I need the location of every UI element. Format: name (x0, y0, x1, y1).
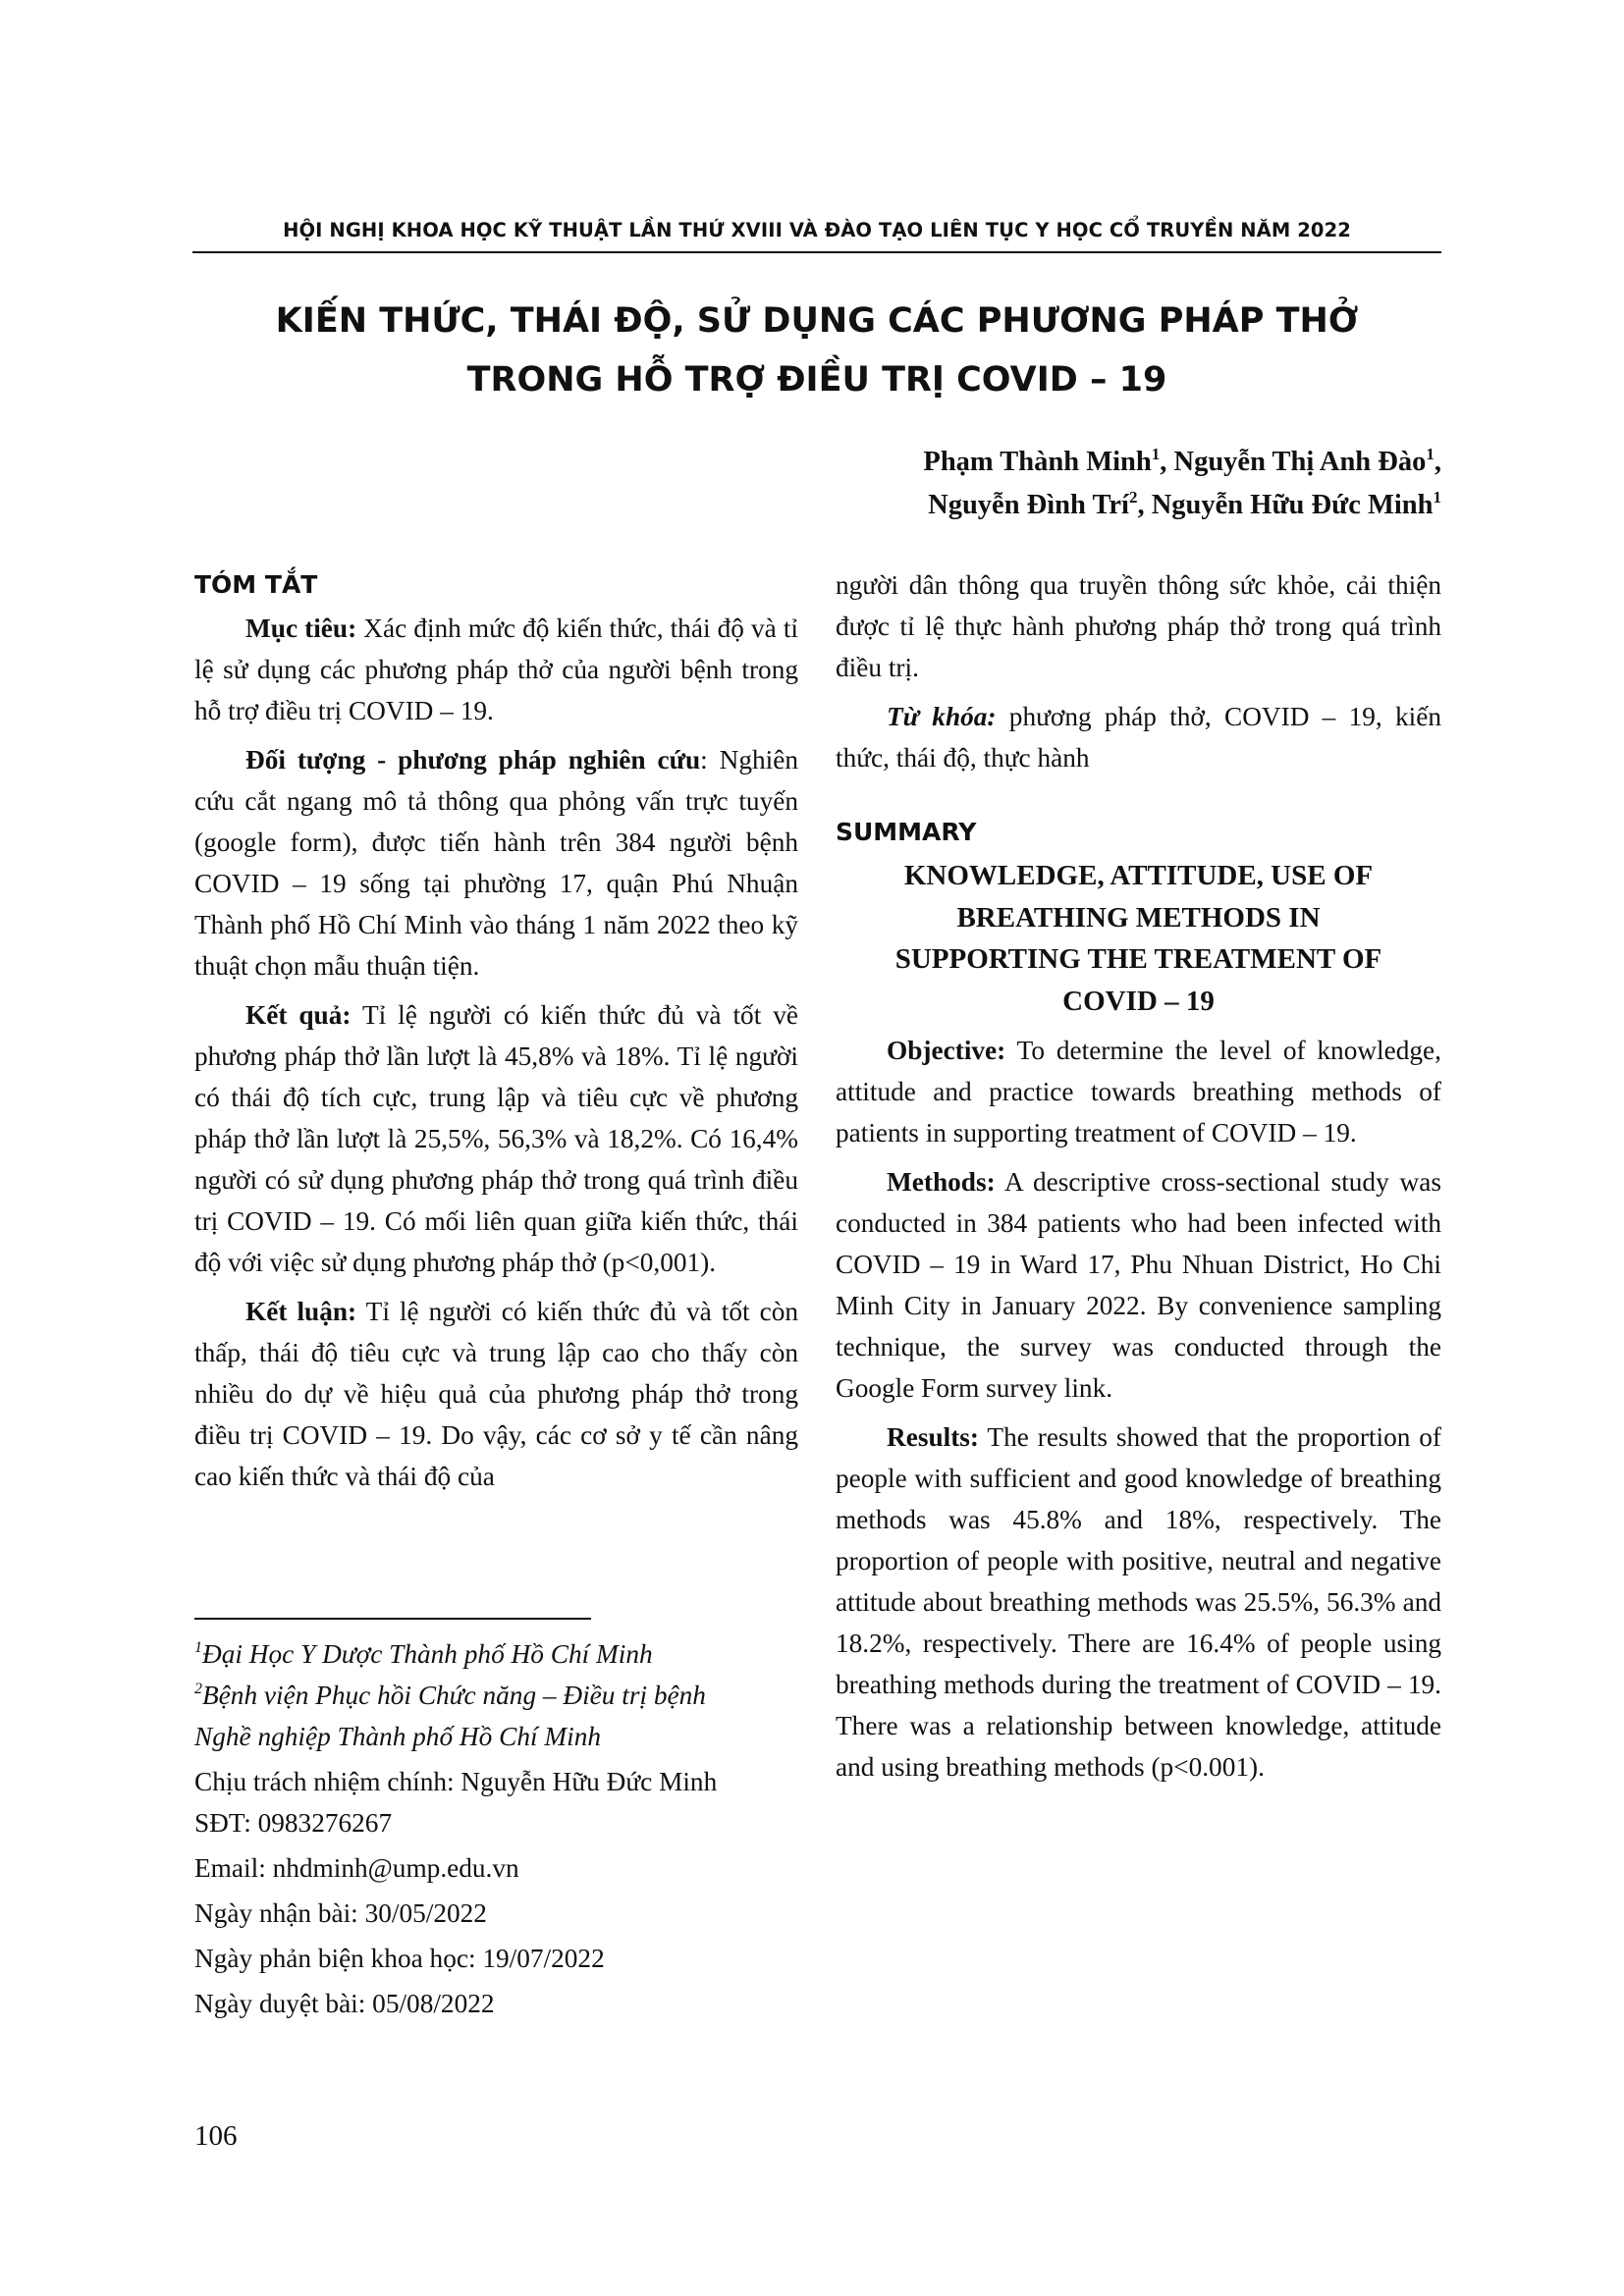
methods-label: Đối tượng - phương pháp nghiên cứu (245, 745, 701, 774)
date-received: Ngày nhận bài: 30/05/2022 (194, 1898, 487, 1928)
affiliation-mark: 1 (194, 1639, 202, 1656)
date-accepted: Ngày duyệt bài: 05/08/2022 (194, 1989, 495, 2018)
author-affiliation-mark: 1 (1433, 488, 1441, 507)
results-label: Results: (887, 1422, 980, 1452)
objective-text: To determine the level of knowledge, attitude and practice towards breathing methods of patients in supporting treatment of COVID – 19. (836, 1036, 1441, 1148)
conclusion-continued (836, 564, 1441, 688)
footnote-rule (194, 1618, 591, 1620)
results-text: Tỉ lệ người có kiến thức đủ và tốt về phương pháp thở lần lượt là 45,8% và 18%. Tỉ lệ người có thái độ tích cực, trung lập và tiêu cực về phương pháp thở lần lượt là 25,5%, 56,3% và 18,2%. Có 16,4% người có sử dụng phương pháp thở trong quá trình điều trị COVID – 19. Có mối liên quan giữa kiến thức, thái độ với việc sử dụng phương pháp thở (p<0,001). (194, 1000, 798, 1277)
footnotes (194, 1633, 803, 2024)
running-header: HỘI NGHỊ KHOA HỌC KỸ THUẬT LẦN THỨ XVIII VÀ ĐÀO TẠO LIÊN TỤC Y HỌC CỔ TRUYỀN NĂM 2022 (283, 219, 1351, 241)
article-title-line-1: KIẾN THỨC, THÁI ĐỘ, SỬ DỤNG CÁC PHƯƠNG PHÁP THỞ (275, 301, 1359, 341)
english-title-line-3: SUPPORTING THE TREATMENT OF (894, 943, 1382, 975)
abstract-conclusion (194, 1291, 798, 1497)
date-reviewed: Ngày phản biện khoa học: 19/07/2022 (194, 1944, 605, 1973)
results-label: Kết quả: (245, 1000, 352, 1030)
results-text: The results showed that the proportion of people with sufficient and good knowledge of breathing methods was 45.8% and 18%, respectively. The proportion of people with positive, neutral and negative attitude about breathing methods was 25.5%, 56.3% and 18.2%, respectively. There are 16.4% of people using breathing methods during the treatment of COVID – 19. There was a relationship between knowledge, attitude and using breathing methods (p<0.001). (836, 1422, 1441, 1782)
methods-text: A descriptive cross-sectional study was conducted in 384 patients who had been infected with COVID – 19 in Ward 17, Phu Nhuan District, Ho Chi Minh City in January 2022. By convenience sampling technique, the survey was conducted through the Google Form survey link. (836, 1167, 1441, 1403)
author-separator: , (1434, 447, 1441, 477)
affiliation-1 (194, 1633, 803, 1675)
author-separator: , (1160, 447, 1167, 477)
affiliation-text: Bệnh viện Phục hồi Chức năng – Điều trị bệnh (202, 1681, 706, 1710)
author-affiliation-mark: 1 (1151, 445, 1161, 463)
objective-label: Objective: (887, 1036, 1006, 1065)
summary-heading: SUMMARY (836, 818, 977, 846)
conclusion-continued-text: người dân thông qua truyền thông sức khỏe, cải thiện được tỉ lệ thực hành phương pháp thở trong quá trình điều trị. (836, 570, 1441, 682)
abstract-heading: TÓM TẮT (194, 570, 318, 599)
author-name: Phạm Thành Minh (923, 447, 1152, 477)
summary-results (836, 1416, 1441, 1788)
author-line-1 (923, 441, 1441, 484)
abstract-objective (194, 608, 798, 731)
affiliation-2 (194, 1675, 803, 1716)
methods-text: Nghiên cứu cắt ngang mô tả thông qua phỏng vấn trực tuyến (google form), được tiến hành trên 384 người bệnh COVID – 19 sống tại phường 17, quận Phú Nhuận Thành phố Hồ Chí Minh vào tháng 1 năm 2022 theo kỹ thuật chọn mẫu thuận tiện. (194, 745, 798, 981)
methods-colon: : (700, 745, 708, 774)
affiliation-text: Đại Học Y Dược Thành phố Hồ Chí Minh (202, 1639, 653, 1669)
author-line-2 (923, 484, 1441, 527)
english-title-line-4: COVID – 19 (1062, 985, 1215, 1017)
author-affiliation-mark: 2 (1128, 488, 1138, 507)
summary-methods (836, 1161, 1441, 1409)
affiliation-mark: 2 (194, 1681, 202, 1697)
conclusion-text: Tỉ lệ người có kiến thức đủ và tốt còn thấp, thái độ tiêu cực và trung lập cao cho thấy còn nhiều do dự về hiệu quả của phương pháp thở trong điều trị COVID – 19. Do vậy, các cơ sở y tế cần nâng cao kiến thức và thái độ của (194, 1297, 798, 1491)
header-rule (192, 251, 1441, 253)
article-title-line-2: TRONG HỖ TRỢ ĐIỀU TRỊ COVID – 19 (466, 360, 1167, 400)
author-affiliation-mark: 1 (1426, 445, 1435, 463)
methods-label: Methods: (887, 1167, 996, 1197)
abstract-english (836, 564, 1441, 1795)
english-title-line-1: KNOWLEDGE, ATTITUDE, USE OF (903, 860, 1374, 891)
author-list (923, 441, 1441, 527)
author-separator: , (1137, 490, 1145, 520)
author-name: Nguyễn Hữu Đức Minh (1151, 490, 1434, 520)
article-title (192, 292, 1441, 409)
conclusion-label: Kết luận: (245, 1297, 357, 1326)
abstract-methods (194, 739, 798, 987)
affiliation-2-continued: Nghề nghiệp Thành phố Hồ Chí Minh (194, 1722, 601, 1751)
keywords-text: phương pháp thở, COVID – 19, kiến thức, thái độ, thực hành (836, 702, 1441, 773)
objective-label: Mục tiêu: (245, 614, 357, 643)
author-name: Nguyễn Đình Trí (928, 490, 1129, 520)
email-address: Email: nhdminh@ump.edu.vn (194, 1853, 519, 1883)
abstract-results (194, 994, 798, 1283)
page-number: 106 (194, 2120, 238, 2152)
summary-objective (836, 1030, 1441, 1153)
keywords (836, 696, 1441, 778)
english-title (836, 855, 1441, 1022)
english-title-line-2: BREATHING METHODS IN (956, 901, 1321, 934)
objective-text: Xác định mức độ kiến thức, thái độ và tỉ lệ sử dụng các phương pháp thở của người bệnh trong hỗ trợ điều trị COVID – 19. (194, 614, 798, 725)
phone-number: SĐT: 0983276267 (194, 1808, 393, 1838)
corresponding-author: Chịu trách nhiệm chính: Nguyễn Hữu Đức Minh (194, 1767, 718, 1796)
keywords-label: Từ khóa: (887, 702, 997, 731)
abstract-vietnamese (194, 564, 798, 1505)
author-name: Nguyễn Thị Anh Đào (1173, 447, 1427, 477)
